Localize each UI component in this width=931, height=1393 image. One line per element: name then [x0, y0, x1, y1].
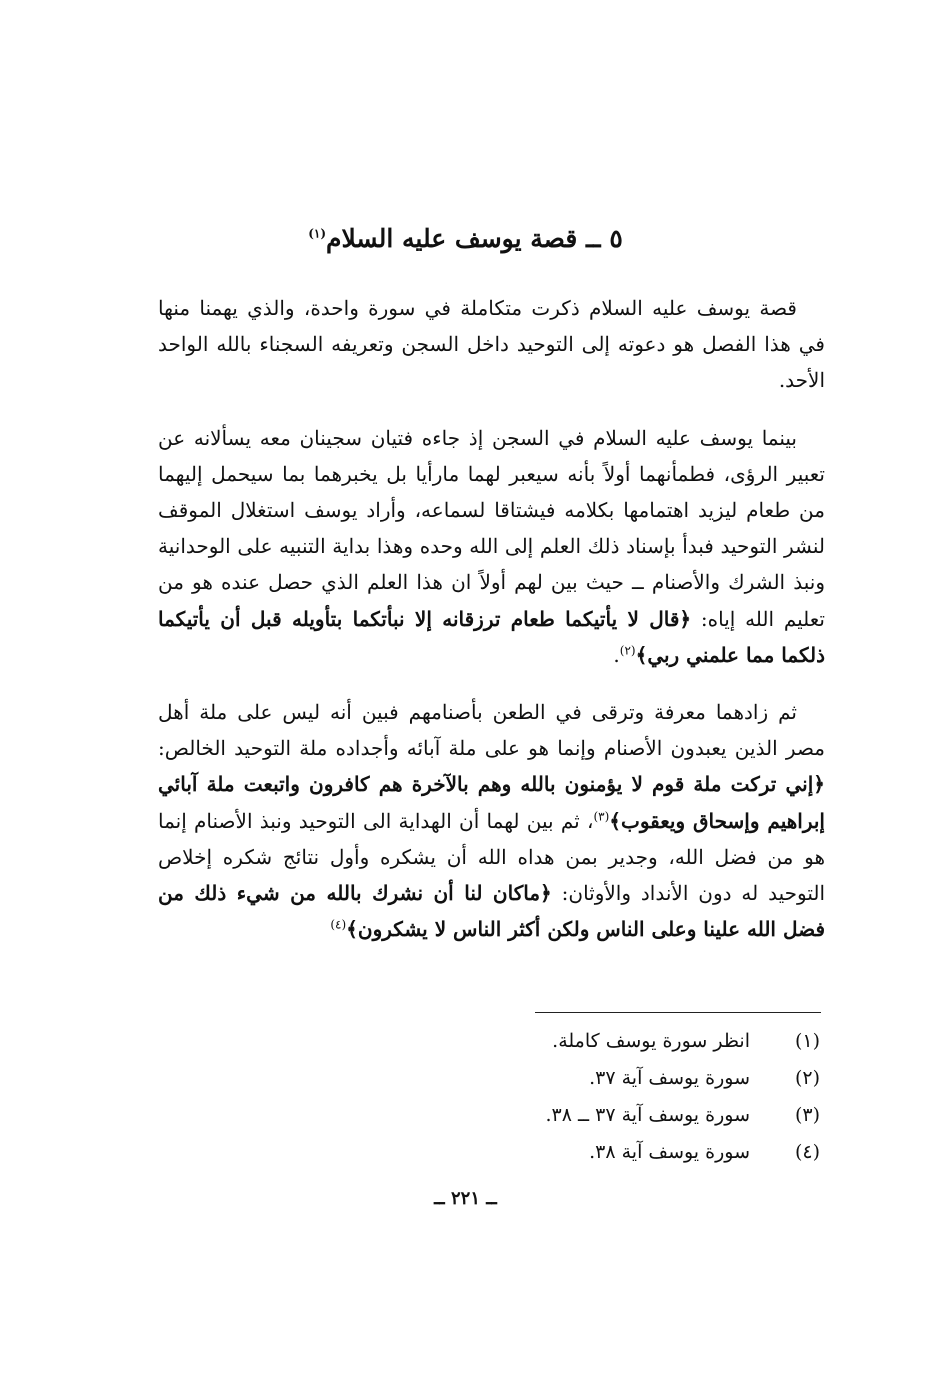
- footnote-number: (٤): [794, 1140, 820, 1163]
- footnote-text: انظر سورة يوسف كاملة.: [552, 1029, 750, 1052]
- paragraph-2-end: .: [613, 642, 620, 667]
- footnote-number: (١): [794, 1029, 820, 1052]
- footnote-number: (٣): [794, 1103, 820, 1126]
- page-number: ــ ٢٢١ ــ: [434, 1188, 497, 1209]
- footnote-item: [420, 1022, 820, 1059]
- body-text: [158, 290, 825, 968]
- paragraph-3-text-b: ، ثم بين لهما أن الهداية الى التوحيد ونبذ الأصنام إنما هو من فضل الله، وجدير بمن هداه الله أن يشكره وأول نتائج شكره إخلاص التوحيد له دون الأنداد والأوثان:: [158, 808, 825, 906]
- footnote-item: [420, 1059, 820, 1096]
- paragraph-1: قصة يوسف عليه السلام ذكرت متكاملة في سورة واحدة، والذي يهمنا منها في هذا الفصل هو دعوته إلى التوحيد داخل السجن وتعريفه السجناء بالله الواحد الأحد.: [158, 296, 825, 393]
- paragraph-3-text-a: ثم زادهما معرفة وترقى في الطعن بأصنامهم فبين أنه ليس على ملة أهل مصر الذين يعبدون الأصنام وإنما هو على ملة آبائه وأجداده ملة التوحيد الخالص:: [158, 700, 825, 761]
- section-title: [150, 222, 781, 256]
- quran-quote-3: ﴿ماكان لنا أن نشرك بالله من شيء ذلك من فضل الله علينا وعلى الناس ولكن أكثر الناس لا يشكرون﴾: [158, 881, 825, 942]
- paragraph-3: [158, 694, 825, 947]
- footnote-number: (٢): [794, 1066, 820, 1089]
- footnote-item: [420, 1133, 820, 1170]
- footnote-divider: [535, 1012, 821, 1013]
- footnotes: [420, 1022, 820, 1170]
- footnote-ref-4: (٤): [330, 917, 347, 932]
- quran-quote-1: ﴿قال لا يأتيكما طعام ترزقانه إلا نبأتكما بتأويله قبل أن يأتيكما ذلكما مما علمني ربي﴾: [158, 606, 825, 667]
- footnote-text: سورة يوسف آية ٣٨.: [589, 1140, 750, 1163]
- footnote-text: سورة يوسف آية ٣٧ ــ ٣٨.: [545, 1103, 750, 1126]
- footnote-ref-2: (٢): [619, 643, 636, 658]
- paragraph-2: [158, 420, 825, 673]
- footnote-item: [420, 1096, 820, 1133]
- paragraph-2-text: بينما يوسف عليه السلام في السجن إذ جاءه فتيان سجينان معه يسألانه عن تعبير الرؤى، فطمأنهما أولاً بأنه سيعبر لهما مارأيا بل يخبرهما بما سيحمل إليهما من طعام ليزيد اهتمامها بكلامه فيشتاقا لسماعه، وأراد يوسف استغلال الموقف لنشر التوحيد فبدأ بإسناد ذلك العلم إلى الله وحده وهذا بداية التنبيه على الوحدانية ونبذ الشرك والأصنام ــ حيث بين لهم أولاً ان هذا العلم الذي حصل عنده هو من تعليم الله إياه:: [158, 425, 825, 631]
- section-title-text: ٥ ــ قصة يوسف عليه السلام: [326, 224, 623, 253]
- footnote-text: سورة يوسف آية ٣٧.: [589, 1066, 750, 1089]
- quran-quote-2: ﴿إني تركت ملة قوم لا يؤمنون بالله وهم بالآخرة هم كافرون واتبعت ملة آبائي إبراهيم وإسحاق ويعقوب﴾: [158, 772, 825, 833]
- title-footnote-ref: (١): [308, 226, 327, 241]
- footnote-ref-3: (٣): [593, 808, 610, 823]
